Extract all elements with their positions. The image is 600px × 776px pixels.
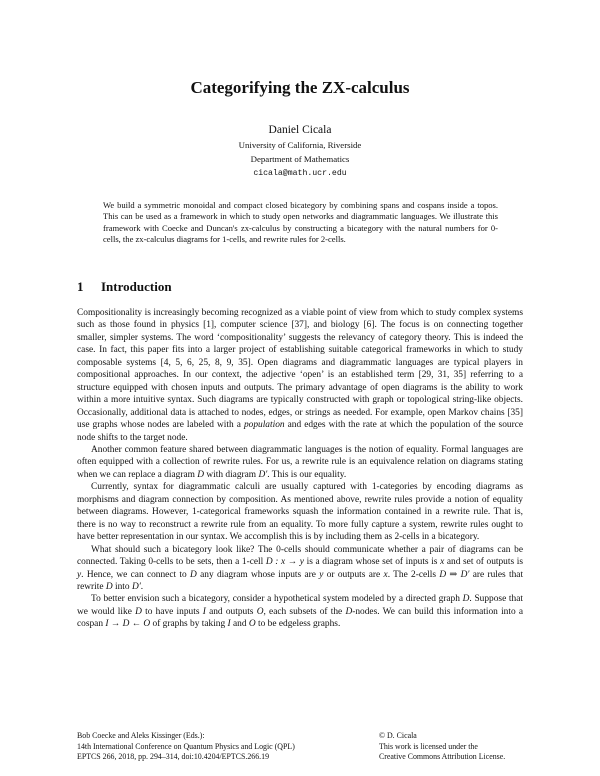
paper-title: Categorifying the ZX-calculus <box>190 78 410 97</box>
footer-license-link[interactable]: Creative Commons Attribution License. <box>379 752 506 762</box>
paragraph: Currently, syntax for diagrammatic calculi are usually captured with 1-categories by encoding diagrams as morphisms and diagram connection by composition. As mentioned above, rewrite rules provide a notion of equality between diagrams. However, 1-categorical frameworks squash the information contained in a rewrite rule. That is, there is no way to reconstruct a rewrite rule from an equality. To more fully capture a system, rewrite rules ought to have better representation in our syntax. We accomplish this is by including them as 2-cells in a bicategory. <box>77 482 523 543</box>
footer-doi[interactable]: EPTCS 266, 2018, pp. 294–314, doi:10.4204/EPTCS.266.19 <box>77 752 270 762</box>
section-heading <box>77 279 172 295</box>
footer-editors: Bob Coecke and Aleks Kissinger (Eds.): <box>77 731 205 740</box>
footer-license <box>379 731 505 763</box>
body-text <box>77 307 523 631</box>
affiliation-university: University of California, Riverside <box>238 140 362 150</box>
author-email[interactable]: cicala@math.ucr.edu <box>253 169 347 178</box>
section-number: 1 <box>77 279 84 294</box>
paragraph: Compositionality is increasingly becoming recognized as a viable point of view from which to study complex systems such as those found in physics [1], computer science [37], and biology [6]. The focus is on connecting together smaller, simpler systems. The word ‘compositionality’ suggests the relevancy of category theory. This is indeed the case. In fact, this paper fits into a larger project of establishing suitable categorical frameworks in which to study composable systems [4, 5, 6, 25, 8, 9, 35]. Open diagrams and diagrammatic languages are typical players in compositional approaches. In our context, the adjective ‘open’ is an established term [29, 31, 35] referring to a structure equipped with chosen inputs and outputs. The primary advantage of open diagrams is the ability to work within a more intuitive syntax. Such diagrams are typically constructed with graph or topological string-like objects. Occasionally, additional data is attached to nodes, edges, or strings as needed. For example, open Markov chains [35] use graphs whose nodes are labeled with a population and edges with the rate at which the population of the source node shifts to the target node. <box>77 308 524 443</box>
abstract: We build a symmetric monoidal and compact closed bicategory by combining spans and cospans inside a topos. This can be used as a framework in which to study open networks and diagrammatic languages. We illustrate this framework with Coecke and Duncan's zx-calculus by constructing a bicategory with the natural numbers for 0-cells, the zx-calculus diagrams for 1-cells, and rewrite rules for 2-cells. <box>103 200 498 244</box>
paragraph: To better envision such a bicategory, consider a hypothetical system modeled by a directed graph D. Suppose that we would like D to have inputs I and outputs O, each subsets of the D-nodes. We can build this information into a cospan I → D ← O of graphs by taking I and O to be edgeless graphs. <box>77 594 524 630</box>
paragraph: What should such a bicategory look like? The 0-cells should communicate whether a pair of diagrams can be connected. Taking 0-cells to be sets, then a 1-cell D : x → y is a diagram whose set of inputs is x and set of outputs is y. Hence, we can connect to D any diagram whose inputs are y or outputs are x. The 2-cells D ⇒ D′ are rules that rewrite D into D′. <box>77 544 524 592</box>
footer-copyright: © D. Cicala <box>379 731 417 740</box>
paragraph: Another common feature shared between diagrammatic languages is the notion of equality. Formal languages are often equipped with a collection of rewrite rules. For us, a rewrite rule is an equivalence relation on diagrams stating when we can replace a diagram D with diagram D′. This is our equality. <box>77 444 523 480</box>
footer-citation <box>77 731 295 763</box>
footer-license-line: This work is licensed under the <box>379 741 478 751</box>
section-title: Introduction <box>101 279 172 294</box>
footer-conference: 14th International Conference on Quantum Physics and Logic (QPL) <box>77 741 295 751</box>
affiliation-department: Department of Mathematics <box>250 154 350 164</box>
author-name: Daniel Cicala <box>268 124 332 136</box>
